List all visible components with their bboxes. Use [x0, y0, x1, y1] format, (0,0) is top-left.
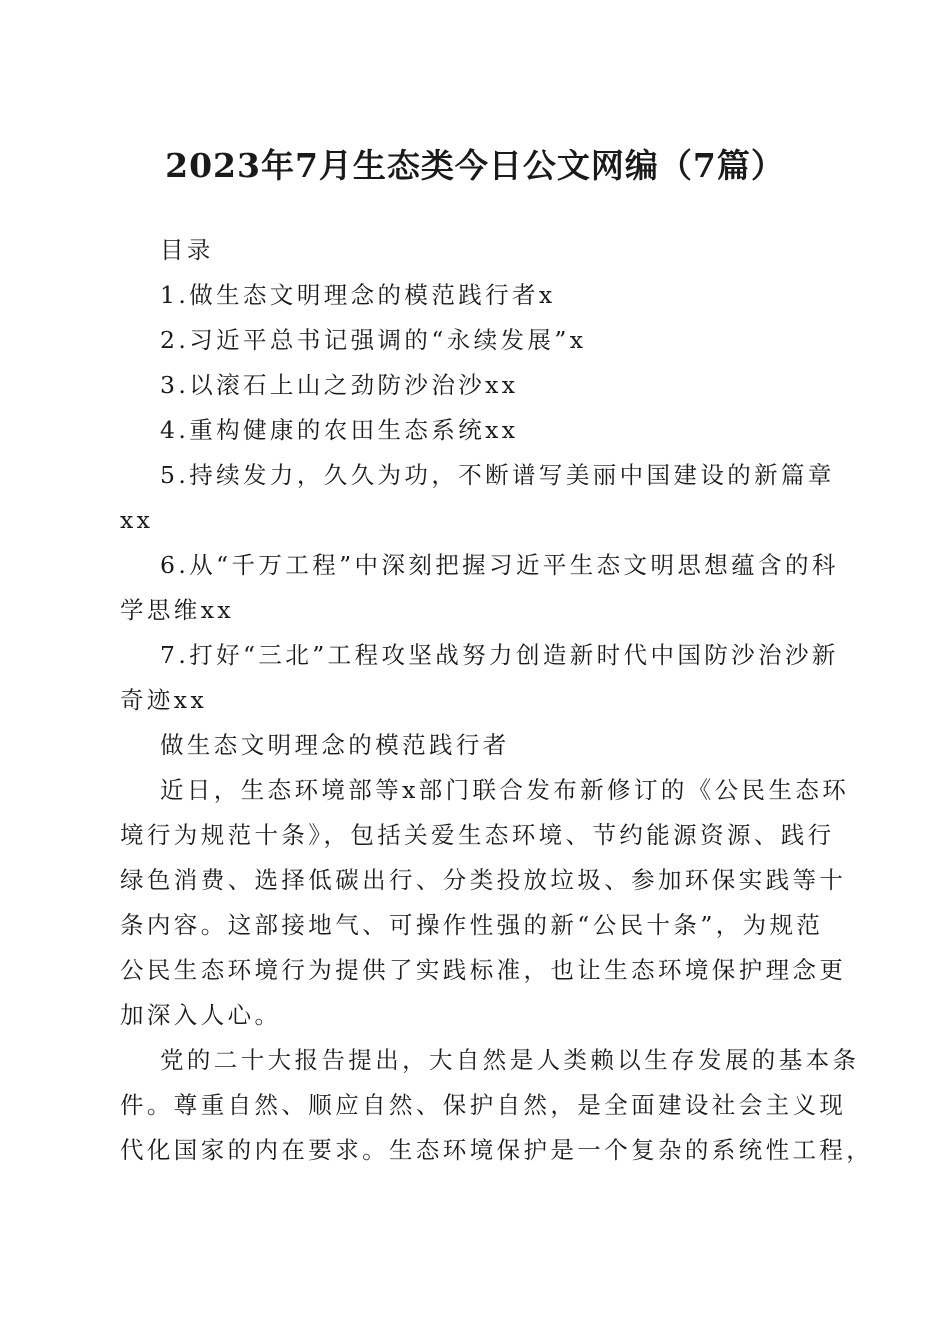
toc-item-6: 6.从“千万工程”中深刻把握习近平生态文明思想蕴含的科 [160, 551, 839, 579]
paragraph-line: 条内容。这部接地气、可操作性强的新“公民十条”，为规范 [120, 911, 824, 939]
paragraph-line: 党的二十大报告提出，大自然是人类赖以生存发展的基本条 [160, 1046, 860, 1074]
document-body [120, 228, 874, 1173]
document-title: 2023年7月生态类今日公文网编（7篇） [165, 146, 785, 185]
toc-heading: 目录 [160, 236, 214, 264]
toc-item-2: 2.习近平总书记强调的“永续发展”x [160, 326, 587, 354]
toc-item-6-continuation: 学思维xx [120, 596, 235, 624]
toc-item-3: 3.以滚石上山之劲防沙治沙xx [160, 371, 519, 399]
toc-item-1: 1.做生态文明理念的模范践行者x [160, 281, 556, 309]
toc-item-7: 7.打好“三北”工程攻坚战努力创造新时代中国防沙治沙新 [160, 641, 839, 669]
paragraph-line: 代化国家的内在要求。生态环境保护是一个复杂的系统性工程， [120, 1136, 874, 1164]
toc-item-5-continuation: xx [120, 506, 154, 534]
toc-item-5: 5.持续发力，久久为功，不断谱写美丽中国建设的新篇章 [160, 461, 835, 489]
paragraph-line: 件。尊重自然、顺应自然、保护自然，是全面建设社会主义现 [120, 1091, 847, 1119]
paragraph-line: 加深入人心。 [120, 1001, 282, 1029]
toc-item-4: 4.重构健康的农田生态系统xx [160, 416, 519, 444]
paragraph-line: 公民生态环境行为提供了实践标准，也让生态环境保护理念更 [120, 956, 847, 984]
article-title: 做生态文明理念的模范践行者 [160, 731, 510, 759]
toc-item-7-continuation: 奇迹xx [120, 686, 208, 714]
paragraph-line: 近日，生态环境部等x部门联合发布新修订的《公民生态环 [160, 776, 850, 804]
paragraph-line: 绿色消费、选择低碳出行、分类投放垃圾、参加环保实践等十 [120, 866, 847, 894]
paragraph-line: 境行为规范十条》，包括关爱生态环境、节约能源资源、践行 [120, 821, 835, 849]
